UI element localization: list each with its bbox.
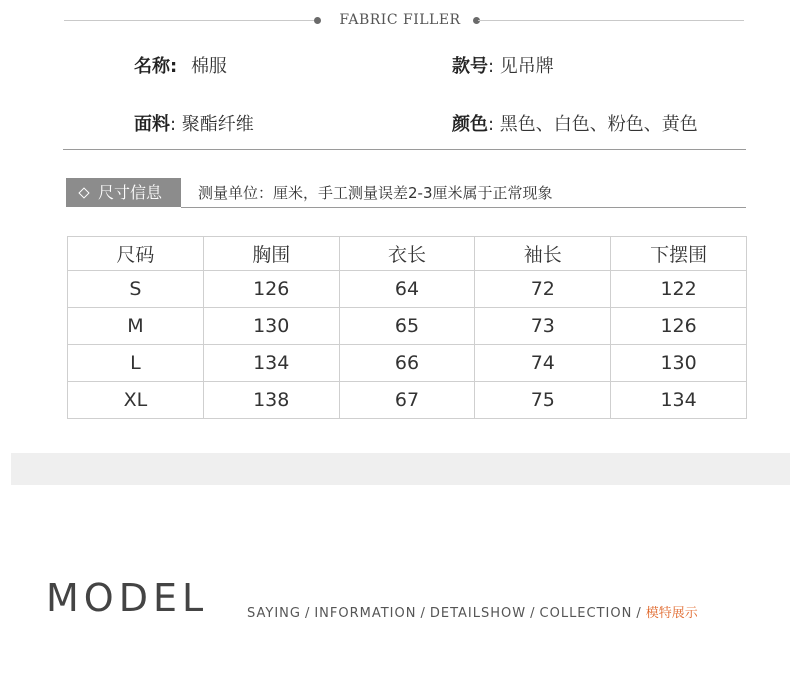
table-cell: S	[68, 271, 204, 308]
table-row	[68, 308, 747, 345]
table-header-row	[68, 237, 747, 271]
table-cell: 67	[339, 382, 475, 419]
nav-separator: /	[304, 606, 311, 621]
table-cell: L	[68, 345, 204, 382]
fabric-info	[134, 110, 254, 136]
style-number	[452, 52, 554, 78]
fabric-value: : 聚酯纤维	[170, 114, 254, 135]
table-cell: 75	[475, 382, 611, 419]
nav-saying: SAYING	[247, 606, 301, 621]
nav-separator: /	[530, 606, 536, 621]
table-cell: 126	[611, 308, 747, 345]
table-header-cell: 衣长	[339, 237, 475, 271]
table-cell: 138	[203, 382, 339, 419]
fabric-label: 面料	[134, 114, 170, 135]
table-header-cell: 袖长	[475, 237, 611, 271]
table-row	[68, 345, 747, 382]
table-cell: 134	[203, 345, 339, 382]
table-cell: 74	[475, 345, 611, 382]
size-underline	[181, 207, 746, 208]
header-line-left	[64, 20, 318, 21]
table-cell: 64	[339, 271, 475, 308]
table-cell: XL	[68, 382, 204, 419]
table-cell: 72	[475, 271, 611, 308]
color-label: 颜色	[452, 114, 488, 135]
header-line-right	[478, 20, 744, 21]
info-divider	[63, 149, 746, 150]
style-value: : 见吊牌	[488, 56, 554, 77]
nav-separator: /	[636, 606, 642, 621]
nav-detailshow: DETAILSHOW	[429, 606, 527, 621]
table-cell: 130	[203, 308, 339, 345]
table-header-cell: 下摆围	[611, 237, 747, 271]
nav-separator: /	[420, 606, 426, 621]
measurement-note: 测量单位：厘米，手工测量误差2-3厘米属于正常现象	[198, 184, 553, 202]
table-cell: 66	[339, 345, 475, 382]
nav-collection: COLLECTION	[539, 606, 633, 621]
table-cell: M	[68, 308, 204, 345]
nav-model-display: 模特展示	[645, 606, 698, 621]
table-cell: 126	[203, 271, 339, 308]
name-value: 棉服	[190, 56, 227, 77]
section-title: FABRIC FILLER	[339, 12, 461, 28]
table-cell: 65	[339, 308, 475, 345]
table-cell: 73	[475, 308, 611, 345]
header-dot-left	[314, 17, 321, 24]
section-separator-band	[11, 453, 790, 485]
model-title: MODEL	[46, 576, 209, 620]
size-tag-label: 尺寸信息	[98, 183, 163, 202]
color-value: : 黑色、白色、粉色、黄色	[488, 114, 698, 135]
name-label: 名称:	[134, 56, 178, 77]
size-info-tag	[66, 178, 181, 207]
table-cell: 122	[611, 271, 747, 308]
table-header-cell: 尺码	[68, 237, 204, 271]
table-header-cell: 胸围	[203, 237, 339, 271]
model-nav	[247, 602, 698, 621]
diamond-icon	[78, 187, 89, 198]
size-table	[67, 236, 747, 419]
product-name	[134, 52, 227, 78]
table-row	[68, 271, 747, 308]
color-info	[452, 110, 698, 136]
table-row	[68, 382, 747, 419]
nav-information: INFORMATION	[314, 606, 417, 621]
table-cell: 134	[611, 382, 747, 419]
style-label: 款号	[452, 56, 488, 77]
table-cell: 130	[611, 345, 747, 382]
